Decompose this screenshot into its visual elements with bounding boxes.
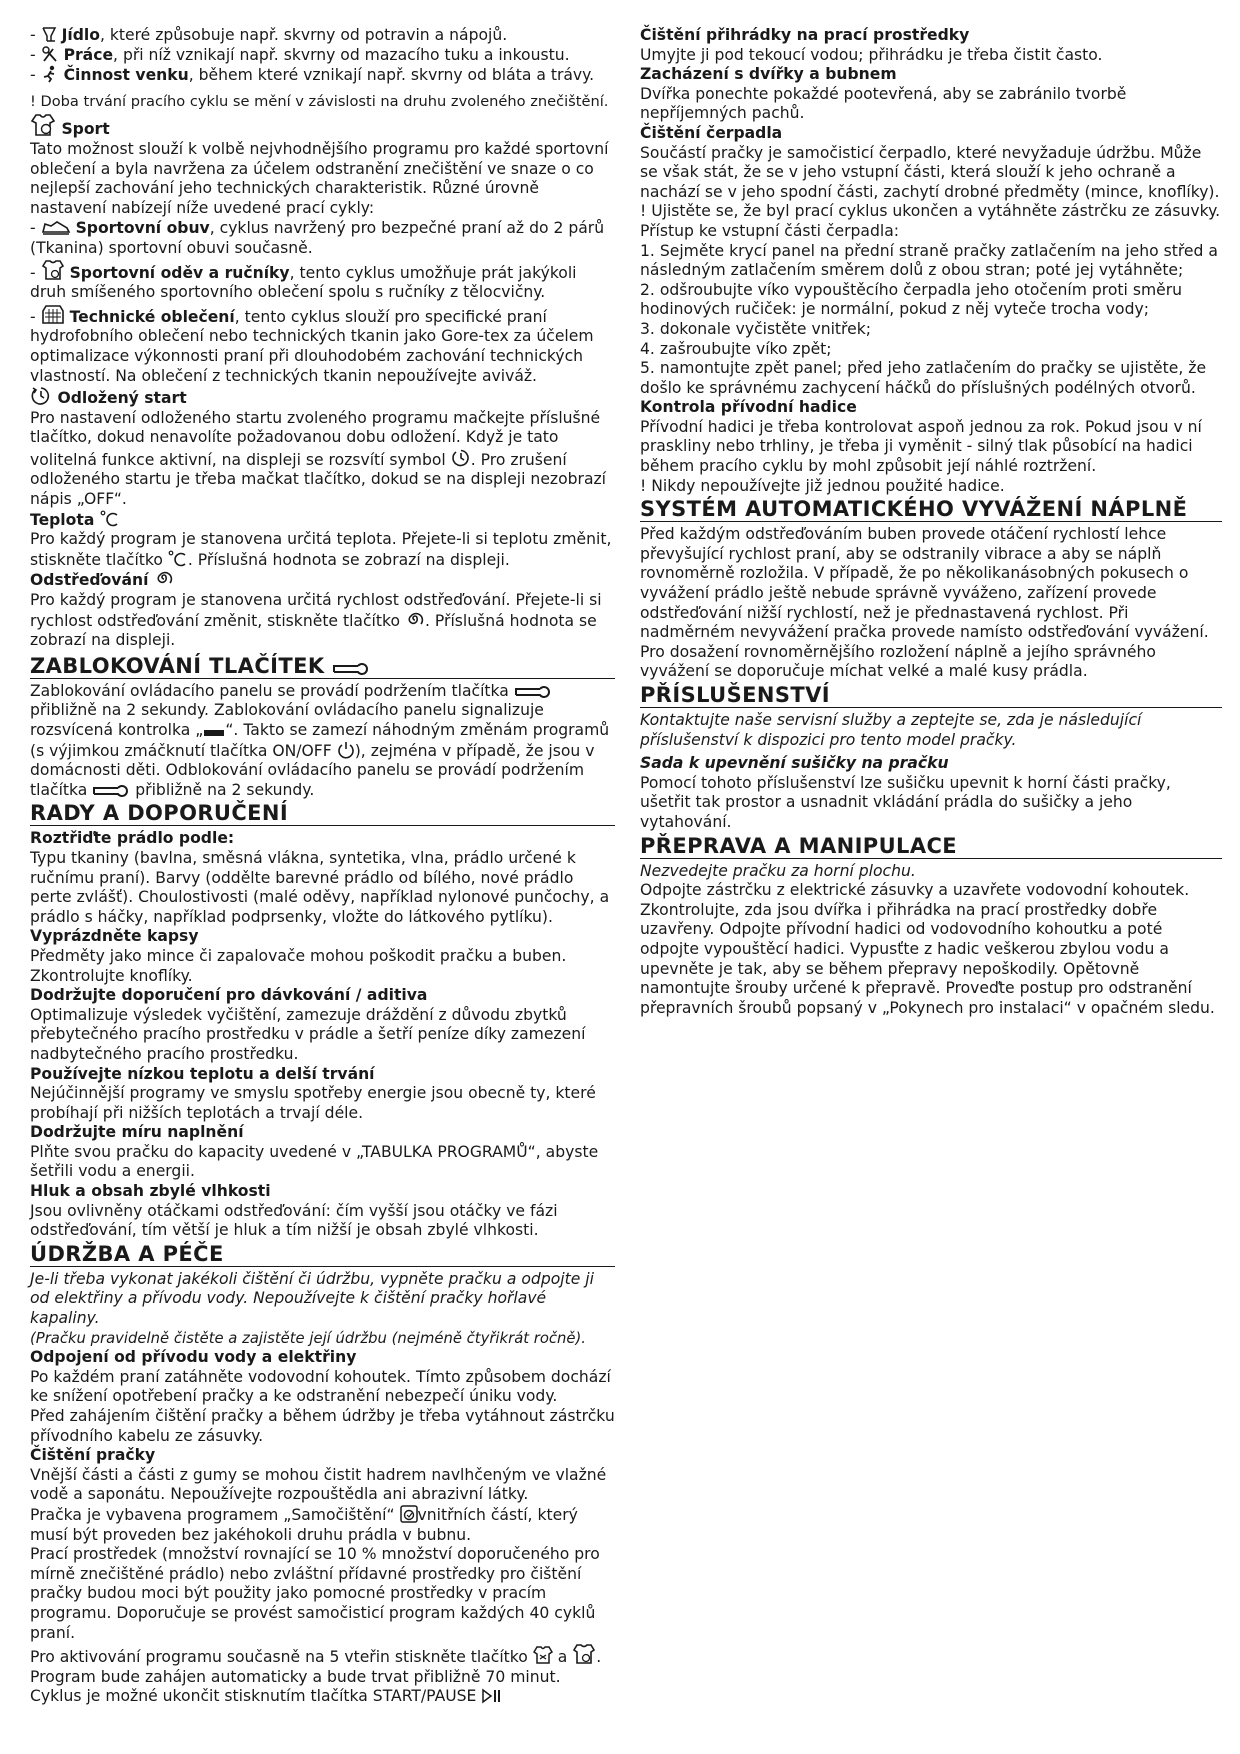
shoe-icon <box>41 218 71 236</box>
key-icon <box>332 660 370 676</box>
self-clean-icon <box>400 1505 418 1523</box>
transport-heading: PŘEPRAVA A MANIPULACE <box>640 833 1222 859</box>
pump-step-1: 1. Sejměte krycí panel na přední straně pračky zatlačením na jeho střed a následným zatlačením směrem dolů z obou stran; poté jej vytáhněte; <box>640 241 1218 280</box>
lock-indicator-icon <box>203 728 225 738</box>
key-button-icon-2 <box>92 782 130 798</box>
tips-heading: RADY A DOPORUČENÍ <box>30 800 615 826</box>
cleaning-text-2: Pračka je vybavena programem „Samočištění“ vnitřních částí, který musí být proveden bez jakéhokoli druhu prádla v bubnu. <box>30 1505 578 1544</box>
balance-heading: SYSTÉM AUTOMATICKÉHO VYVÁŽENÍ NÁPLNĚ <box>640 496 1222 522</box>
cleaning-text-6: Cyklus je možné ukončit stisknutím tlačítka START/PAUSE <box>30 1687 615 1707</box>
spin-text: Pro každý program je stanovena určitá rychlost odstřeďování. Přejete-li si rychlost odstřeďování změnit, stiskněte tlačítko . Příslušná hodnota se zobrazí na displeji. <box>30 591 602 650</box>
accessories-intro: Kontaktujte naše servisní služby a zeptejte se, zda je následující příslušenství k dispozici pro tento model pračky. <box>640 711 1142 749</box>
transport-intro: Nezvedejte pračku za horní plochu. <box>640 861 916 880</box>
hose-note: ! Nikdy nepoužívejte již jednou použité hadice. <box>640 476 1005 495</box>
right-column <box>640 26 1222 1018</box>
accessories-item-text: Pomocí tohoto příslušenství lze sušičku upevnit k horní části pračky, ušetřit tak prostor a usnadnit vkládání prádla do sušičky a jeho vytahování. <box>640 773 1171 831</box>
temperature-icon <box>100 510 120 528</box>
hose-title: Kontrola přívodní hadice <box>640 398 857 417</box>
power-icon <box>337 741 355 759</box>
pump-step-4: 4. zašroubujte víko zpět; <box>640 339 832 358</box>
tips-text-5: Plňte svou pračku do kapacity uvedené v „TABULKA PROGRAMŮ“, abyste šetřili vodu a energii. <box>30 1142 599 1181</box>
left-column <box>30 26 615 1707</box>
pump-note: ! Ujistěte se, že byl prací cyklus ukončen a vytáhněte zástrčku ze zásuvky. <box>640 202 1221 221</box>
maintenance-intro-2: (Pračku pravidelně čistěte a zajistěte její údržbu (nejméně čtyřikrát ročně). <box>30 1329 587 1347</box>
sport-item-technical: - Technické oblečení, tento cyklus slouží pro specifické praní hydrofobního oblečení nebo technických tkanin jako Gore-tex za účelem optimalizace výkonnosti praní při dlouhodobém zachování technických vlastností. Na oblečení z technických tkanin nepoužívejte aviváž. <box>30 303 615 386</box>
pump-access: Přístup ke vstupní části čerpadla: <box>640 221 900 240</box>
cup-icon <box>41 26 57 43</box>
door-title: Zacházení s dvířky a bubnem <box>640 65 897 84</box>
pump-step-2: 2. odšroubujte víko vypouštěcího čerpadla jeho otočením proti směru hodinových ručiček: je normální, pokud z něj vyteče trocha vody; <box>640 280 1183 319</box>
spin-icon <box>154 570 174 588</box>
drum-button-icon <box>533 1645 553 1665</box>
drawer-text: Umyjte ji pod tekoucí vodou; přihrádku je třeba čistit často. <box>640 45 1103 64</box>
accessories-heading: PŘÍSLUŠENSTVÍ <box>640 682 1222 708</box>
cleaning-title: Čištění pračky <box>30 1446 156 1465</box>
hose-text: Přívodní hadici je třeba kontrolovat aspoň jednou za rok. Pokud jsou v ní praskliny nebo trhliny, je třeba ji vyměnit - silný tlak působící na hadici během pracího cyklu by mohl způsobit její náhlé roztržení. <box>640 417 1202 476</box>
start-pause-icon <box>481 1688 503 1704</box>
pump-text: Součástí pračky je samočisticí čerpadlo, které nevyžaduje údržbu. Může se však stát, že se v jeho vstupní části, která slouží k jeho ochraně a nachází se v jeho spodní části, zachytí drobné předměty (mince, knoflíky). <box>640 143 1220 201</box>
sport-button-icon <box>572 1643 596 1665</box>
tips-title-4: Používejte nízkou teplotu a delší trvání <box>30 1064 375 1083</box>
balance-text: Před každým odstřeďováním buben provede otáčení rychlostí lehce převyšující rychlost praní, aby se odstranily vibrace a aby se náplň rovnoměrně rozložila. V případě, že po několikanásobných pokusech o vyvážení prádlo ještě nebude správně vyváženo, zařízení provede odstřeďování nižší rychlostí, než je přednastavená rychlost. Při nadměrném nevyvážení pračka provede namísto odstřeďování vyvážení. Pro dosažení rovnoměrnějšího rozložení náplně a jejího správného vyvážení se doporučuje míchat velké a malé kusy prádla. <box>640 525 1209 681</box>
duration-note: ! Doba trvání pracího cyklu se mění v závislosti na druhu zvoleného znečištění. <box>30 92 609 110</box>
spin-heading: Odstřeďování <box>30 570 615 591</box>
tips-text-3: Optimalizuje výsledek vyčištění, zamezuje dráždění z důvodu zbytků přebytečného pracího prostředku v prádle a šetří peníze díky zamezení nadbytečného pracího prostředku. <box>30 1005 586 1063</box>
tips-title-6: Hluk a obsah zbylé vlhkosti <box>30 1182 271 1201</box>
cleaning-text-5: Program bude zahájen automaticky a bude trvat přibližně 70 minut. <box>30 1667 561 1686</box>
tips-text-1: Typu tkaniny (bavlna, směsná vlákna, syntetika, vlna, prádlo určené k ručnímu praní). Barvy (oddělte barevné prádlo od bílého, nové prádlo perte zvlášť). Choulostivosti (malé oděvy, například nylonové punčochy, a prádlo s háčky, například podprsenky, vložte do látkového pytlíku). <box>30 848 610 926</box>
tips-text-2: Předměty jako mince či zapalovače mohou poškodit pračku a buben. Zkontrolujte knoflíky. <box>30 946 567 985</box>
door-text: Dvířka ponechte pokaždé pootevřená, aby se zabránilo tvorbě nepříjemných pachů. <box>640 84 1127 123</box>
sport-heading: Sport <box>30 113 615 140</box>
sport-item-shoes: - Sportovní obuv, cyklus navržený pro bezpečné praní až do 2 párů (Tkanina) sportovní obuvi současně. <box>30 219 605 257</box>
technical-jacket-icon <box>41 303 65 325</box>
maintenance-heading: ÚDRŽBA A PÉČE <box>30 1241 615 1267</box>
tips-text-6: Jsou ovlivněny otáčkami odstřeďování: čím vyšší jsou otáčky ve fázi odstřeďování, tím větší je hluk a tím nižší je obsah zbylé vlhkosti. <box>30 1201 558 1240</box>
bullet-outdoor: - Činnost venku, během které vznikají např. skvrny od bláta a trávy. <box>30 66 595 85</box>
lock-text: Zablokování ovládacího panelu se provádí podržením tlačítka přibližně na 2 sekundy. Zablokování ovládacího panelu signalizuje rozsvícená kontrolka „ “. Takto se zamezí náhodným změnám programů (s výjimkou zmáčknutí tlačítka ON/OFF ), zejména v případě, že jsou v domácnosti děti. Odblokování ovládacího panelu se provádí podržením tlačítka přibližně na 2 sekundy. <box>30 681 610 799</box>
sport-clothes-icon <box>41 259 65 281</box>
tips-title-3: Dodržujte doporučení pro dávkování / aditiva <box>30 986 428 1005</box>
accessories-item-title: Sada k upevnění sušičky na pračku <box>640 754 949 773</box>
cleaning-text-4: Pro aktivování programu současně na 5 vteřin stiskněte tlačítko a . <box>30 1643 615 1668</box>
key-button-icon <box>514 683 552 699</box>
delay-text: Pro nastavení odloženého startu zvoleného programu mačkejte příslušné tlačítko, dokud nenavolíte požadovanou dobu odložení. Když je tato volitelná funkce aktivní, na displeji se rozsvítí symbol . Pro zrušení odloženého startu je třeba mačkat tlačítko, dokud se na displeji nezobrazí nápis „OFF“. <box>30 408 607 509</box>
sport-item-clothes: - Sportovní oděv a ručníky, tento cyklus umožňuje prát jakýkoli druh smíšeného sportovního oblečení spolu s ručníky z tělocvičny. <box>30 259 615 303</box>
tips-title-1: Roztřiďte prádlo podle: <box>30 829 235 848</box>
drawer-title: Čištění přihrádky na prací prostředky <box>640 26 970 44</box>
pump-title: Čištění čerpadla <box>640 123 783 142</box>
sport-intro: Tato možnost slouží k volbě nejvhodnějšího programu pro každé sportovní oblečení a byla navržena za účelem odstranění znečištění ve snaze o co nejlepší zachování jeho technických charakteristik. Různé úrovně nastavení nabízejí níže uvedené prací cykly: <box>30 139 609 217</box>
tips-title-5: Dodržujte míru naplnění <box>30 1123 244 1142</box>
pump-step-3: 3. dokonale vyčistěte vnitřek; <box>640 319 871 338</box>
tips-text-4: Nejúčinnější programy ve smyslu spotřeby energie jsou obecně ty, které probíhají při nižších teplotách a trvají déle. <box>30 1084 596 1122</box>
delay-heading: Odložený start <box>30 386 615 409</box>
lock-section-heading: ZABLOKOVÁNÍ TLAČÍTEK <box>30 653 615 679</box>
transport-text: Odpojte zástrčku z elektrické zásuvky a uzavřete vodovodní kohoutek. Zkontrolujte, zda jsou dvířka i přihrádka na prací prostředky dobře uzavřeny. Odpojte přívodní hadici od vodovodního kohoutku a poté odpojte vypouštěcí hadici. Vypusťte z hadic veškerou zbylou vodu a upevněte je tak, aby se během přepravy nepoškodily. Opětovně namontujte šrouby určené k přepravě. Proveďte postup pro odstranění přepravních šroubů popsaný v „Pokynech pro instalaci“ v opačném sledu. <box>640 881 1215 1017</box>
temperature-button-icon <box>168 550 188 568</box>
spin-button-icon <box>405 611 425 629</box>
cleaning-text-1: Vnější části a části z gumy se mohou čistit hadrem navlhčeným ve vlažné vodě a saponátu. Nepoužívejte rozpouštědla ani abrazivní látky. <box>30 1465 607 1504</box>
pump-step-5: 5. namontujte zpět panel; před jeho zatlačením do pračky se ujistěte, že došlo ke správnému zachycení háčků do příslušných podélných otvorů. <box>640 359 1207 397</box>
temp-heading: Teplota <box>30 510 615 531</box>
delay-symbol-icon <box>451 448 471 468</box>
disconnect-title: Odpojení od přívodu vody a elektřiny <box>30 1348 357 1367</box>
bullet-work: - Práce, při níž vznikají např. skvrny od mazacího tuku a inkoustu. <box>30 45 570 64</box>
delay-timer-icon <box>30 386 52 406</box>
tools-icon <box>41 46 59 63</box>
runner-icon <box>41 65 59 83</box>
disconnect-text-2: Před zahájením čištění pračky a během údržby je třeba vytáhnout zástrčku přívodního kabelu ze zásuvky. <box>30 1407 615 1445</box>
bullet-food: - Jídlo, které způsobuje např. skvrny od potravin a nápojů. <box>30 26 508 44</box>
tips-title-2: Vyprázdněte kapsy <box>30 927 199 946</box>
cleaning-text-3: Prací prostředek (množství rovnající se 10 % množství doporučeného pro mírně znečištěné prádlo) nebo zvláštní přídavné prostředky pro čištění pračky budou moci být použity jako pomocné prostředky v pracím programu. Doporučuje se provést samočisticí program každých 40 cyklů praní. <box>30 1545 600 1642</box>
sport-shirt-icon <box>30 113 56 137</box>
temp-text: Pro každý program je stanovena určitá teplota. Přejete-li si teplotu změnit, stiskněte tlačítko . Příslušná hodnota se zobrazí na displeji. <box>30 530 612 569</box>
disconnect-text-1: Po každém praní zatáhněte vodovodní kohoutek. Tímto způsobem dochází ke snížení opotřebení pračky a ke odstranění nebezpečí úniku vody. <box>30 1367 611 1406</box>
maintenance-intro: Je-li třeba vykonat jakékoli čištění či údržbu, vypněte pračku a odpojte ji od elektřiny a přívodu vody. Nepoužívejte k čištění pračky hořlavé kapaliny. <box>30 1269 594 1328</box>
